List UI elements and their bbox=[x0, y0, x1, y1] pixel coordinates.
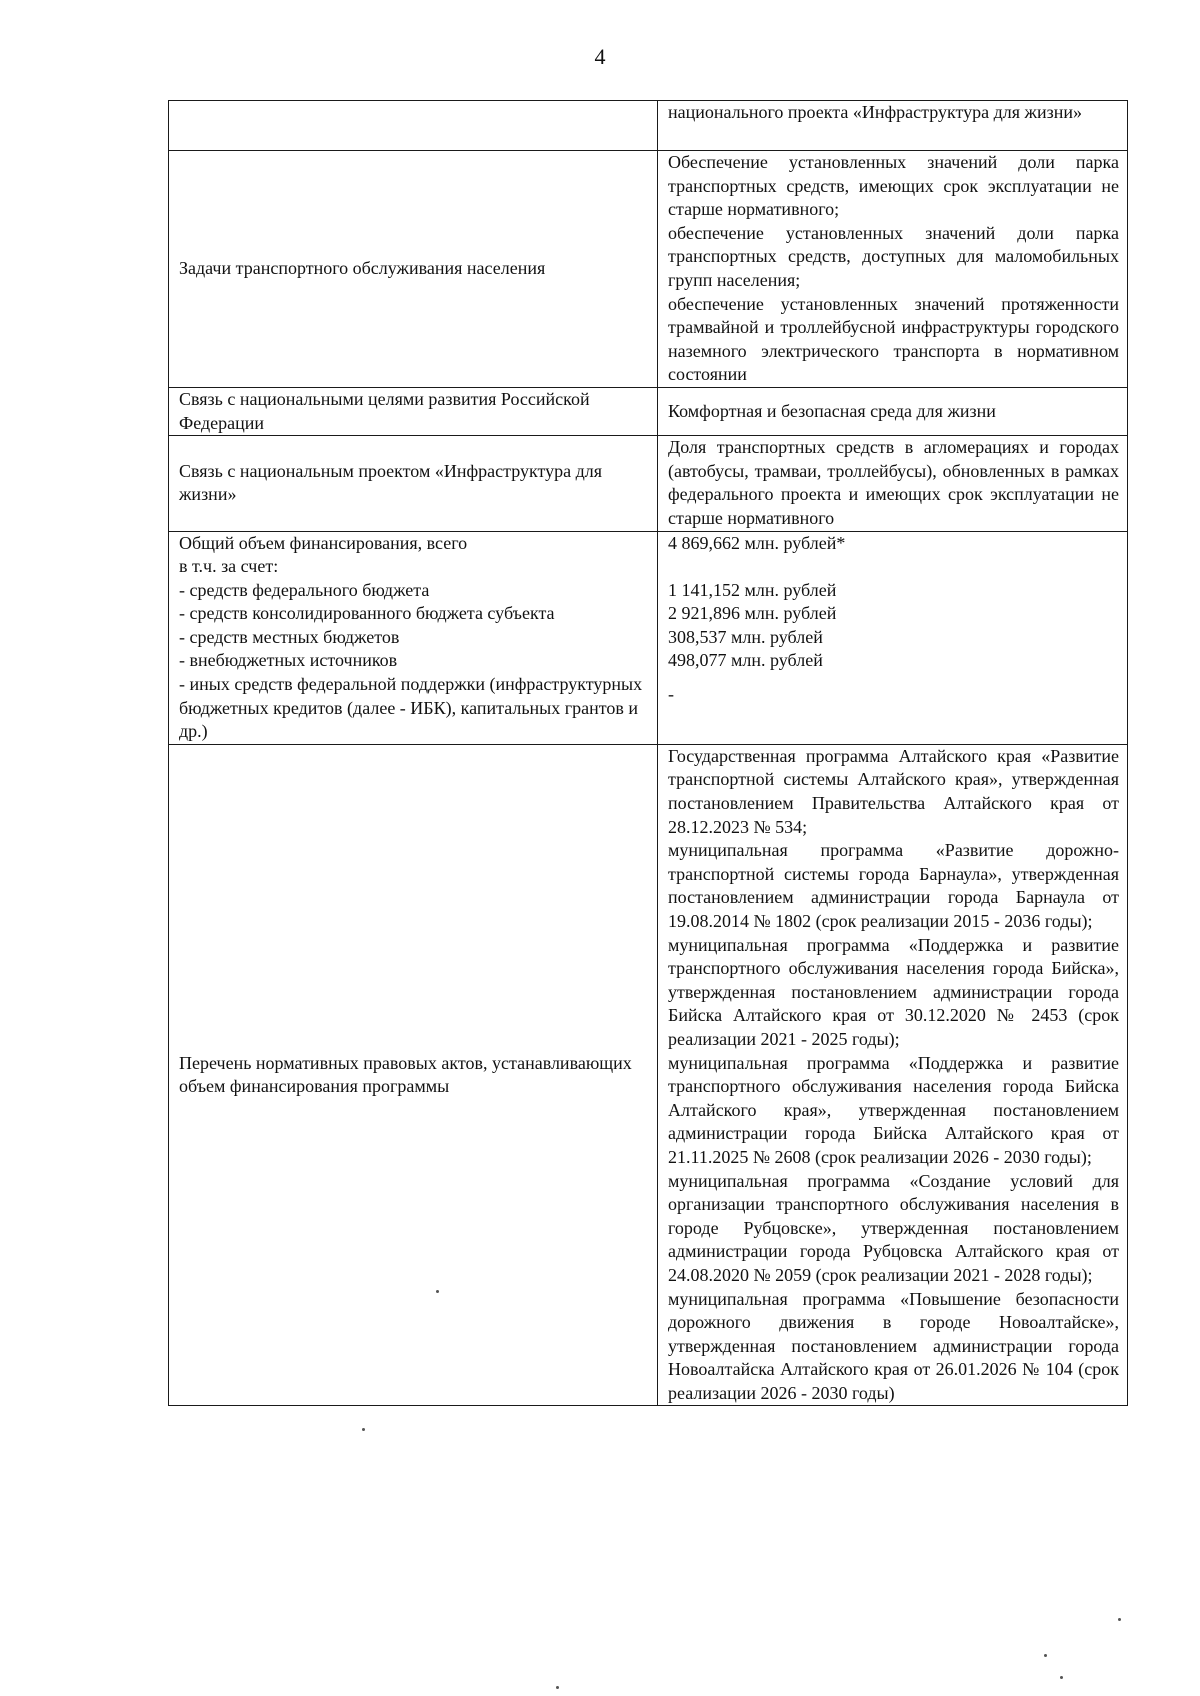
national-project-content: Доля транспортных средств в агломерациях и городах (автобусы, трамваи, троллейбусы), обновленных в рамках федерального проекта и имеющих срок эксплуатации не старше нормативного bbox=[658, 436, 1128, 531]
financing-extrabudget-value: 498,077 млн. рублей bbox=[668, 650, 823, 671]
financing-labels bbox=[169, 531, 658, 744]
program-passport-table bbox=[168, 100, 1128, 1406]
financing-other-label: - иных средств федеральной поддержки (инфраструктурных бюджетных кредитов (далее - ИБК), капитальных грантов и др.) bbox=[179, 674, 643, 742]
financing-consolidated-value: 2 921,896 млн. рублей bbox=[668, 603, 837, 624]
legal-acts-label: Перечень нормативных правовых актов, устанавливающих объем финансирования программы bbox=[169, 744, 658, 1406]
national-project-continuation: национального проекта «Инфраструктура для жизни» bbox=[658, 101, 1128, 151]
scan-speck bbox=[1060, 1676, 1063, 1679]
table-row bbox=[169, 151, 1128, 388]
financing-federal-value: 1 141,152 млн. рублей bbox=[668, 579, 837, 600]
financing-local-value: 308,537 млн. рублей bbox=[668, 626, 823, 647]
legal-act-item: муниципальная программа «Поддержка и развитие транспортного обслуживания населения города Бийска», утвержденная постановлением администрации города Бийска Алтайского края от 30.12.2020 № 2453 (срок реализации 2021 - 2025 годы); bbox=[668, 934, 1119, 1049]
scan-speck bbox=[556, 1686, 559, 1689]
legal-act-item: муниципальная программа «Повышение безопасности дорожного движения в городе Новоалтайске», утвержденная постановлением администрации города Новоалтайска Алтайского края от 26.01.2026 № 104 (срок реализации 2026 - 2030 годы) bbox=[668, 1288, 1119, 1403]
empty-cell bbox=[169, 101, 658, 151]
page-number: 4 bbox=[594, 44, 606, 69]
financing-total-label: Общий объем финансирования, всего bbox=[179, 532, 468, 553]
task-item: обеспечение установленных значений доли парка транспортных средств, доступных для маломобильных групп населения; bbox=[668, 222, 1119, 290]
financing-extrabudget-label: - внебюджетных источников bbox=[179, 650, 398, 671]
legal-acts-content bbox=[658, 744, 1128, 1406]
legal-act-item: муниципальная программа «Развитие дорожно-транспортной системы города Барнаула», утвержденная постановлением администрации города Барнаула от 19.08.2014 № 1802 (срок реализации 2015 - 2036 годы); bbox=[668, 840, 1119, 931]
spacer bbox=[668, 555, 1119, 579]
financing-total-value: 4 869,662 млн. рублей* bbox=[668, 532, 846, 553]
table-row bbox=[169, 101, 1128, 151]
scan-speck bbox=[1118, 1618, 1121, 1621]
legal-act-item: муниципальная программа «Создание условий для организации транспортного обслуживания населения в городе Рубцовске», утвержденная постановлением администрации города Рубцовска Алтайского края от 24.08.2020 № 2059 (срок реализации 2021 - 2028 годы); bbox=[668, 1170, 1119, 1285]
table-row bbox=[169, 436, 1128, 531]
financing-local-label: - средств местных бюджетов bbox=[179, 626, 400, 647]
legal-act-item: Государственная программа Алтайского края «Развитие транспортной системы Алтайского края», утвержденная постановлением Правительства Алтайского края от 28.12.2023 № 534; bbox=[668, 745, 1119, 837]
scan-speck bbox=[436, 1290, 439, 1293]
tasks-label: Задачи транспортного обслуживания населения bbox=[169, 151, 658, 388]
financing-including-label: в т.ч. за счет: bbox=[179, 556, 279, 577]
scan-speck bbox=[1044, 1654, 1047, 1657]
tasks-content bbox=[658, 151, 1128, 388]
national-project-label: Связь с национальным проектом «Инфраструктура для жизни» bbox=[169, 436, 658, 531]
financing-consolidated-label: - средств консолидированного бюджета субъекта bbox=[179, 603, 555, 624]
national-goals-content: Комфортная и безопасная среда для жизни bbox=[658, 387, 1128, 435]
legal-act-item: муниципальная программа «Поддержка и развитие транспортного обслуживания населения города Бийска Алтайского края», утвержденная постановлением администрации города Бийска Алтайского края от 21.11.2025 № 2608 (срок реализации 2026 - 2030 годы); bbox=[668, 1052, 1119, 1167]
financing-federal-label: - средств федерального бюджета bbox=[179, 579, 430, 600]
table-row bbox=[169, 387, 1128, 435]
table-row bbox=[169, 744, 1128, 1406]
scan-speck bbox=[362, 1428, 365, 1431]
task-item: обеспечение установленных значений протяженности трамвайной и троллейбусной инфраструктуры городского наземного электрического транспорта в нормативном состоянии bbox=[668, 293, 1119, 385]
financing-other-value: - bbox=[668, 684, 674, 705]
task-item: Обеспечение установленных значений доли парка транспортных средств, имеющих срок эксплуатации не старше нормативного; bbox=[668, 152, 1119, 220]
national-goals-label: Связь с национальными целями развития Российской Федерации bbox=[169, 387, 658, 435]
financing-values bbox=[658, 531, 1128, 744]
table-row bbox=[169, 531, 1128, 744]
